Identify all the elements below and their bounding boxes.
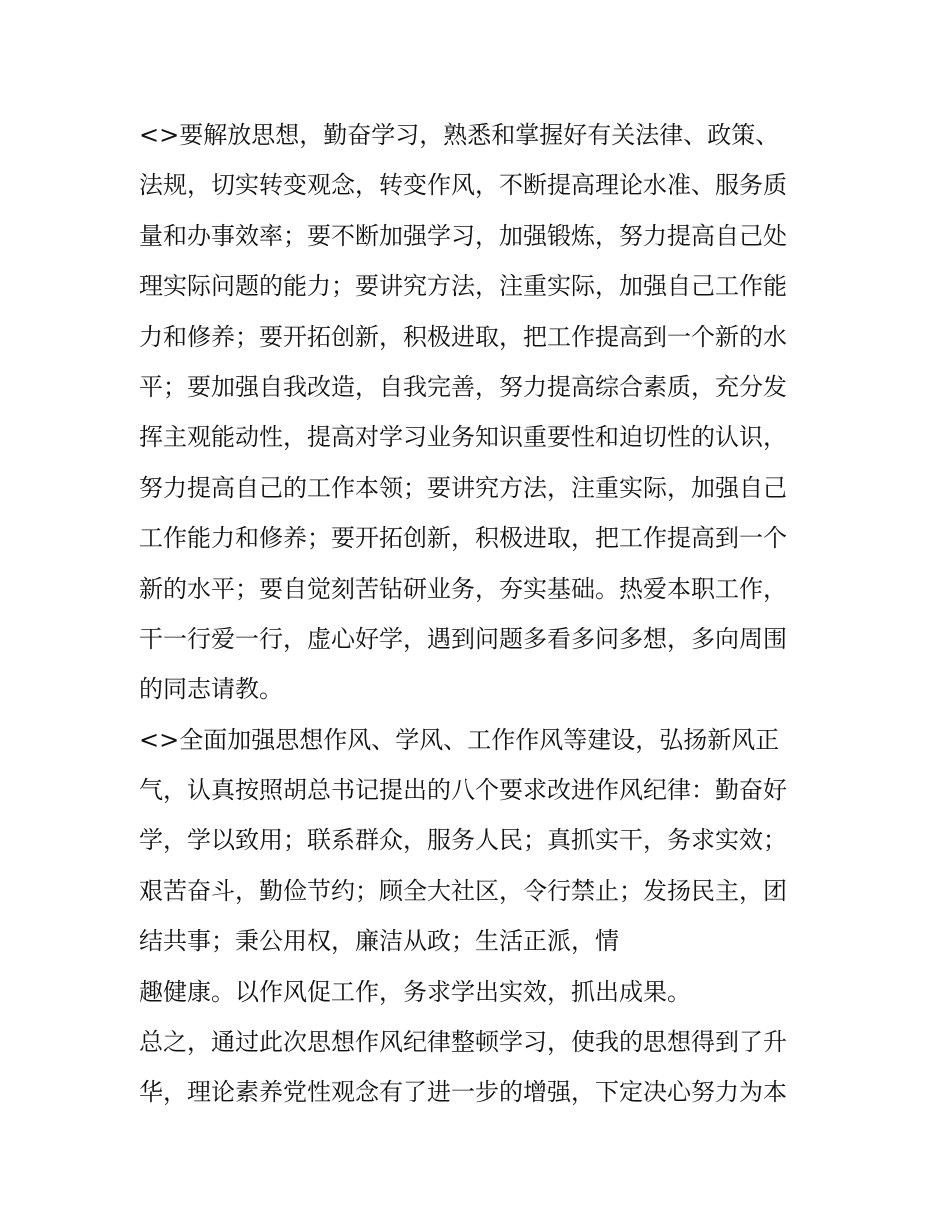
text-line: 新的水平；要自觉刻苦钻研业务，夯实基础。热爱本职工作，	[139, 574, 787, 603]
text-line: <>要解放思想，勤奋学习，熟悉和掌握好有关法律、政策、	[139, 121, 780, 149]
text-line: 理实际问题的能力；要讲究方法，注重实际，加强自己工作能	[139, 272, 787, 301]
text-line: 华，理论素养党性观念有了进一步的增强，下定决心努力为本	[139, 1078, 787, 1107]
text-line: 趣健康。以作风促工作，务求学出实效，抓出成果。	[139, 977, 691, 1006]
text-line: 总之，通过此次思想作风纪律整顿学习，使我的思想得到了升	[139, 1028, 787, 1057]
text-line: <>全面加强思想作风、学风、工作作风等建设，弘扬新风正	[139, 725, 780, 754]
text-line: 艰苦奋斗，勤俭节约；顾全大社区，令行禁止；发扬民主，团	[139, 876, 787, 905]
text-line: 挥主观能动性，提高对学习业务知识重要性和迫切性的认识，	[139, 423, 787, 452]
document-body	[139, 110, 819, 1118]
text-line: 法规，切实转变观念，转变作风，不断提高理论水准、服务质	[139, 171, 787, 200]
text-line: 工作能力和修养；要开拓创新，积极进取，把工作提高到一个	[139, 524, 787, 553]
text-line: 学，学以致用；联系群众，服务人民；真抓实干，务求实效；	[139, 826, 787, 855]
text-line: 量和办事效率；要不断加强学习，加强锻炼，努力提高自己处	[139, 221, 787, 250]
text-line: 力和修养；要开拓创新，积极进取，把工作提高到一个新的水	[139, 322, 787, 351]
text-line: 干一行爱一行，虚心好学，遇到问题多看多问多想，多向周围	[139, 624, 787, 653]
text-line: 平；要加强自我改造，自我完善，努力提高综合素质，充分发	[139, 372, 787, 401]
text-line: 努力提高自己的工作本领；要讲究方法，注重实际，加强自己	[139, 473, 787, 502]
text-line: 的同志请教。	[139, 675, 283, 704]
text-line: 气，认真按照胡总书记提出的八个要求改进作风纪律：勤奋好	[139, 776, 787, 805]
text-line: 结共事；秉公用权，廉洁从政；生活正派，情	[139, 927, 619, 956]
